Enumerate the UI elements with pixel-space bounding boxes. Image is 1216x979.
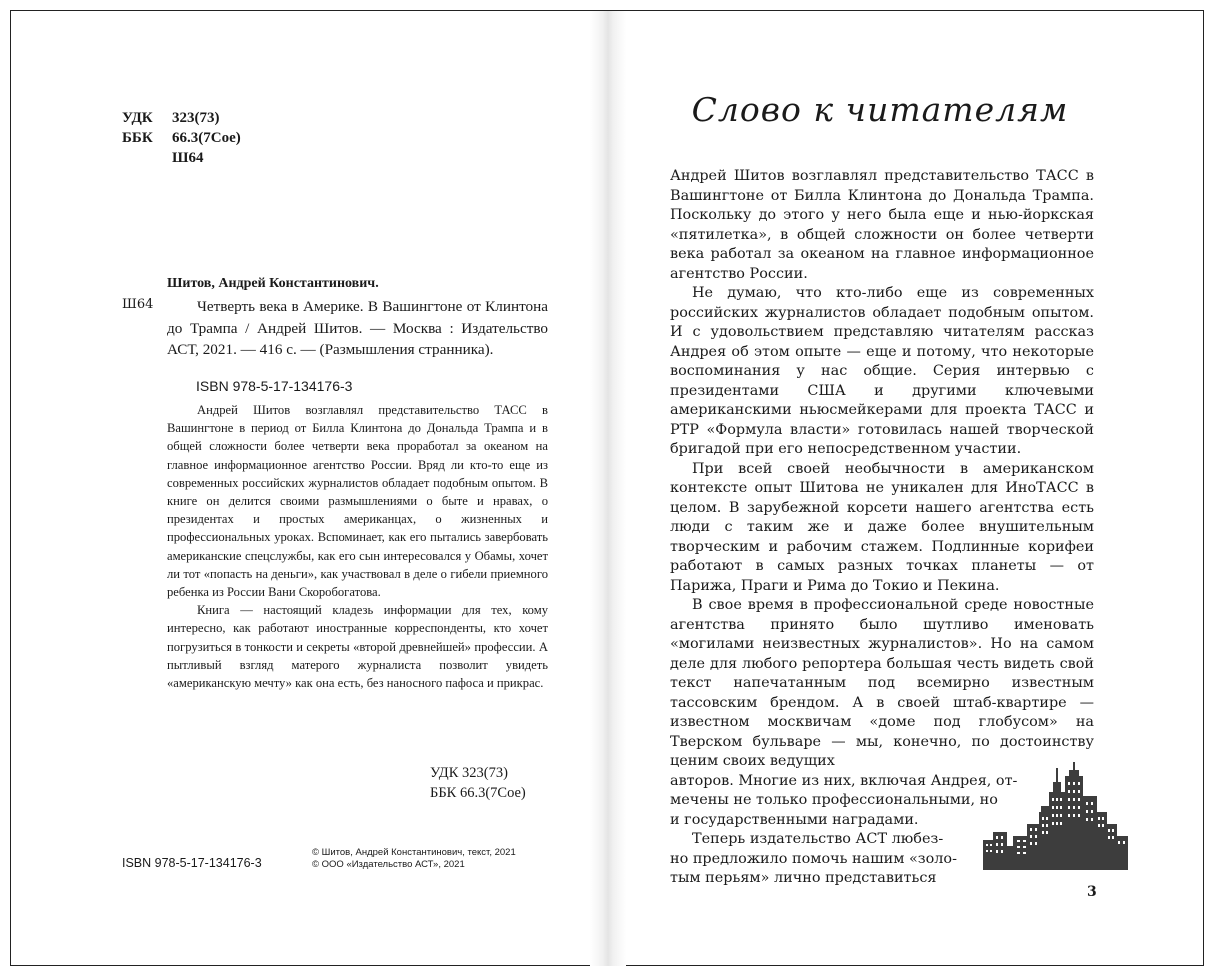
- wrapped-line: мечены не только профессиональными, но: [670, 792, 998, 808]
- wrapped-line: Теперь издательство АСТ любез-: [692, 831, 944, 847]
- author-heading: Шитов, Андрей Константинович.: [167, 276, 379, 291]
- annotation-paragraph: Книга — настоящий кладезь информации для тех, кому интересно, как работают иностранные корреспонденты, кто хочет погрузиться в тонкости и секреты «второй древнейшей» профессии. А пытливый взгляд матерого журналиста позволит увидеть «американскую мечту» как она есть, без наносного пафоса и прикрас.: [167, 603, 548, 691]
- copyright-line: © Шитов, Андрей Константинович, текст, 2021: [312, 847, 516, 858]
- copyright-notice: [312, 847, 516, 871]
- page-number: 3: [1087, 884, 1097, 900]
- book-gutter: [590, 11, 626, 966]
- bbk-code-top: ББК 66.3(7Сое): [122, 130, 241, 146]
- copyright-line: © ООО «Издательство АСТ», 2021: [312, 859, 465, 870]
- annotation: [167, 401, 548, 692]
- foreword-paragraph: Андрей Шитов возглавлял представительство ТАСС в Вашингтоне от Билла Клинтона до Дональда Трампа. Поскольку до этого у него была еще и нью-йоркская «пятилетка», в общей сложности он более четверти века работал за океаном на главное информационное агентство России.: [670, 168, 1094, 282]
- foreword-paragraph: В свое время в профессиональной среде новостные агентства принято было шутливо именовать «могилами неизвестных журналистов». Но на самом деле для любого репортера большая честь видеть свой текст напечатанным под всемирно известным тассовским брендом. А в своей штаб-квартире — известном москвичам «доме под глобусом» на Тверском бульваре — мы, конечно, по достоинству ценим своих ведущих: [670, 597, 1094, 769]
- bbk-code-bottom: ББК 66.3(7Сое): [430, 785, 526, 801]
- wrapped-line: тым перьям» лично представиться: [670, 870, 937, 886]
- annotation-paragraph: Андрей Шитов возглавлял представительство ТАСС в Вашингтоне в период от Билла Клинтона до Дональда Трампа и в общей сложности более четверти века проработал за океаном на главное информационное агентство России. Вряд ли кто-то еще из современных российских журналистов обладает подобным опытом. В книге он делится своими размышлениями о быте и нравах, о президентах и простых американцах, о жизненных и профессиональных уроках. Вспоминает, как его пытались завербовать американские спецслужбы, как его сын интересовался у Обамы, хочет ли тот «попасть на деньги», как участвовал в деле о гибели приемного ребенка из России Вани Скоробогатова.: [167, 403, 548, 600]
- foreword-paragraph: При всей своей необычности в американском контексте опыт Шитова не уникален для ИноТАСС в целом. В зарубежной корсети нашего агентства есть люди с таким же и даже более внушительным творческим и рабочим стажем. Подлинные корифеи работают в самых разных точках планеты — от Парижа, Праги и Рима до Токио и Пекина.: [670, 460, 1094, 594]
- city-skyline-icon: [983, 762, 1128, 870]
- classification-codes-bottom: [430, 763, 526, 803]
- author-sign: Ш64: [122, 297, 154, 312]
- wrapped-line: и государственными наградами.: [670, 811, 919, 828]
- chapter-title: Слово к читателям: [691, 90, 1069, 129]
- author-sign-top: Ш64: [172, 150, 204, 166]
- foreword-paragraph: Не думаю, что кто-либо еще из современных российских журналистов обладает подобным опытом. И с удовольствием представляю читателям рассказ Андрея об этом опыте — еще и потому, что некоторые воспоминания у нас общие. Серия интервью с президентами США и другими ключевыми американскими ньюсмейкерами для проекта ТАСС и РТР «Формула власти» готовилась нашей творческой бригадой при его непосредственном участии.: [670, 285, 1094, 457]
- isbn-bottom: ISBN 978-5-17-134176-3: [122, 856, 262, 870]
- udk-code-bottom: УДК 323(73): [430, 765, 508, 781]
- bibliographic-entry: [167, 296, 548, 361]
- udk-code-top: УДК 323(73): [122, 110, 220, 126]
- wrapped-line: но предложило помочь нашим «золо-: [670, 850, 957, 867]
- bibliographic-text: Четверть века в Америке. В Вашингтоне от Клинтона до Трампа / Андрей Шитов. — Москва : Издательство АСТ, 2021. — 416 с. — (Размышления странника).: [167, 298, 548, 358]
- wrapped-line: авторов. Многие из них, включая Андрея, от-: [670, 772, 1018, 789]
- isbn-line: ISBN 978-5-17-134176-3: [196, 378, 353, 394]
